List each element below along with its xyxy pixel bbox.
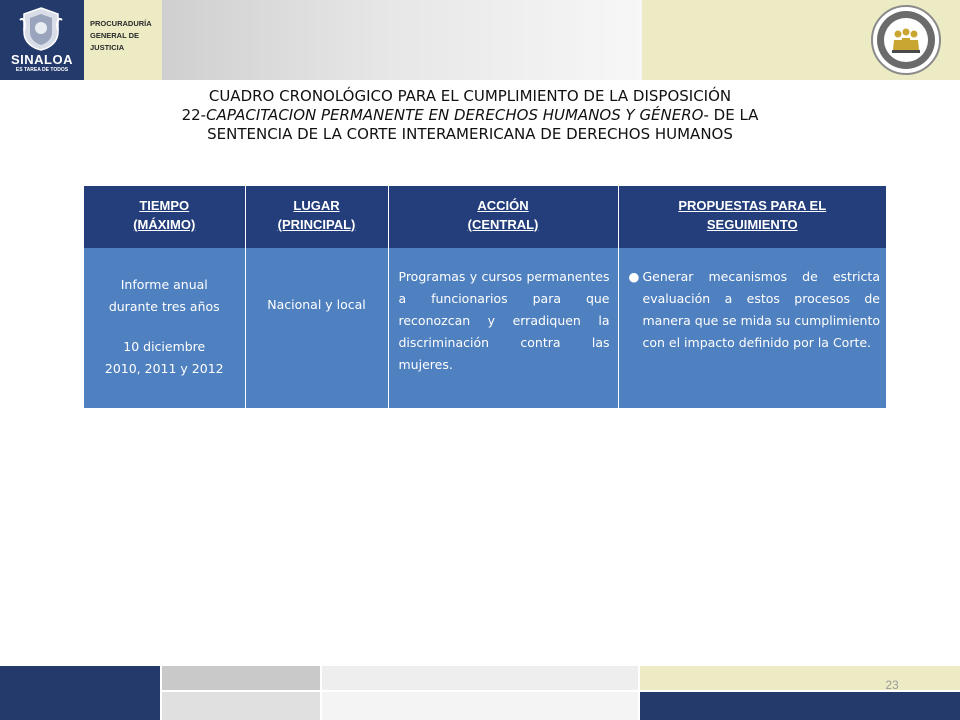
table-row [84,248,886,408]
header-lugar-line2: (PRINCIPAL) [277,217,356,232]
title-line-2-suffix: - DE LA [703,106,759,124]
footer-light-block [322,692,638,720]
header-tiempo-line1: TIEMPO [139,198,190,213]
tiempo-line-2: durante tres años [108,299,220,314]
footer-gray-block [162,692,320,720]
header-gradient-panel [162,0,642,80]
cell-accion: Programas y cursos permanentes a funcionarios para que reconozcan y erradiquen la discriminación contra las mujeres. [388,248,618,408]
institution-seal-icon [870,4,942,76]
header-tiempo-line2: (MÁXIMO) [133,217,196,232]
title-line-3: SENTENCIA DE LA CORTE INTERAMERICANA DE DERECHOS HUMANOS [207,125,733,143]
header-lugar-line1: LUGAR [293,198,340,213]
tiempo-line-3: 10 diciembre [123,339,206,354]
page-title [60,87,880,144]
brand-name: SINALOA [11,52,73,67]
propuesta-list-item [629,266,881,354]
propuesta-text: Generar mecanismos de estricta evaluación a estos procesos de manera que se mida su cumplimiento con el impacto definido por la Corte. [642,269,880,350]
spacer [92,318,237,336]
footer-band [0,666,960,720]
agency-name [90,18,160,54]
header-band [0,0,960,80]
cell-lugar: Nacional y local [245,248,388,408]
brand-slogan: ES TAREA DE TODOS [15,67,69,73]
footer-light-block [322,666,638,690]
agency-line: PROCURADURÍA [90,19,152,28]
footer-navy-block [0,666,160,720]
header-tiempo [84,186,245,248]
cell-tiempo [84,248,245,408]
footer-navy-block-right [640,692,960,720]
header-propuestas [618,186,886,248]
header-accion-line2: (CENTRAL) [467,217,539,232]
footer-gray-block [162,666,320,690]
title-line-2 [60,106,880,125]
tiempo-line-1: Informe anual [120,277,208,292]
header-propuestas-line1: PROPUESTAS PARA EL [678,198,827,213]
state-crest-icon [16,6,66,52]
agency-line: GENERAL DE [90,31,140,40]
page-number: 23 [885,678,899,692]
title-line-2-italic: CAPACITACION PERMANENTE EN DERECHOS HUMANOS Y GÉNERO [206,106,704,124]
tiempo-line-4: 2010, 2011 y 2012 [104,361,224,376]
cell-propuesta [618,248,886,408]
title-line-2-prefix: 22- [181,106,207,124]
agency-line: JUSTICIA [90,43,125,52]
table-header-row [84,186,886,248]
header-lugar [245,186,388,248]
chronology-table [84,186,886,408]
bullet-icon: ● [628,269,640,284]
title-line-1: CUADRO CRONOLÓGICO PARA EL CUMPLIMIENTO DE LA DISPOSICIÓN [208,87,732,105]
header-propuestas-line2: SEGUIMIENTO [706,217,798,232]
header-accion-line1: ACCIÓN [477,198,529,213]
header-accion [388,186,618,248]
